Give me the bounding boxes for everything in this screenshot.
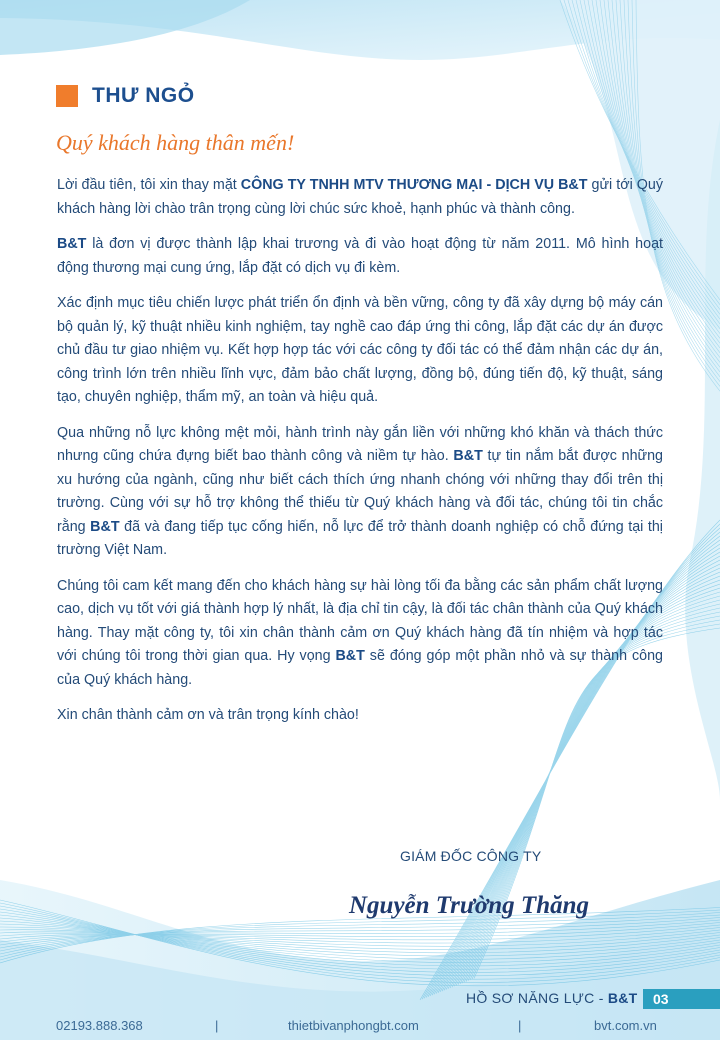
paragraph-closing: Xin chân thành cảm ơn và trân trọng kính chào! <box>57 707 359 723</box>
paragraph-about <box>57 233 663 280</box>
footer-separator: | <box>215 1018 219 1033</box>
paragraph-intro <box>57 174 663 221</box>
text-span: sẽ đóng góp một phần nhỏ và sự thành công của Quý khách hàng. <box>57 648 663 688</box>
paragraph-journey <box>57 422 663 563</box>
phone-number: 02193.888.368 <box>56 1018 143 1033</box>
page-title: THƯ NGỎ <box>92 84 195 107</box>
signature-title: GIÁM ĐỐC CÔNG TY <box>400 848 542 864</box>
website-link[interactable]: bvt.com.vn <box>594 1018 657 1033</box>
text-span: gửi tới Quý khách hàng lời chào trân trọng cùng lời chúc sức khoẻ, hạnh phúc và thành công. <box>57 177 664 217</box>
salutation: Quý khách hàng thân mến! <box>56 130 295 155</box>
page-footer <box>0 1018 720 1038</box>
brand-name: B&T <box>607 990 638 1006</box>
brand-name: B&T <box>335 648 365 664</box>
text-span: đã và đang tiếp tục cống hiến, nỗ lực để trở thành doanh nghiệp có chỗ đứng tại thị trường Việt Nam. <box>57 518 663 558</box>
signature-name: Nguyễn Trường Thăng <box>349 892 590 919</box>
text-span: Chúng tôi cam kết mang đến cho khách hàng sự hài lòng tối đa bằng các sản phẩm chất lượng cao, dịch vụ tốt với giá thành hợp lý nhất, là địa chỉ tin cậy, là đối tác chân thành của Quý khách hàng. Thay mặt công ty, tôi xin chân thành cảm ơn Quý khách hàng đã tín nhiệm và hợp tác với chúng tôi trong thời gian qua. Hy vọng <box>57 577 663 664</box>
text-span: Qua những nỗ lực không mệt mỏi, hành trình này gắn liền với những khó khăn và thách thức nhưng cũng chứa đựng biết bao thành công và niềm tự hào. <box>57 424 663 464</box>
section-heading <box>56 84 195 108</box>
text-span: là đơn vị được thành lập khai trương và đi vào hoạt động từ năm 2011. Mô hình hoạt động thương mại cung ứng, lắp đặt có dịch vụ đi kèm. <box>57 236 663 276</box>
footer-separator: | <box>518 1018 522 1033</box>
brand-name: B&T <box>453 448 483 464</box>
paragraph-commitment <box>57 575 663 693</box>
brand-name: B&T <box>90 518 120 535</box>
letter-body <box>57 174 663 740</box>
brand-name: B&T <box>57 236 87 252</box>
website-link[interactable]: thietbivanphongbt.com <box>288 1018 419 1033</box>
text-span: HỒ SƠ NĂNG LỰC - <box>466 990 608 1006</box>
orange-square-icon <box>56 85 78 107</box>
paragraph-strategy: Xác định mục tiêu chiến lược phát triển ổn định và bền vững, công ty đã xây dựng bộ máy cán bộ quản lý, kỹ thuật nhiều kinh nghiệm, tay nghề cao đáp ứng thi công, lắp đặt các dự án được chủ đầu tư giao nhiệm vụ. Kết hợp hợp tác với các công ty đối tác có thể đảm nhận các dự án, công trình lớn trên nhiều lĩnh vực, đảm bảo chất lượng, đồng bộ, đúng tiến độ, kỹ thuật, sáng tạo, chuyên nghiệp, thẩm mỹ, an toàn và hiệu quả. <box>57 295 663 405</box>
company-name: CÔNG TY TNHH MTV THƯƠNG MẠI - DỊCH VỤ B&T <box>240 177 588 193</box>
profile-label <box>466 990 638 1006</box>
page-number-badge: 03 <box>643 989 720 1009</box>
text-span: Lời đầu tiên, tôi xin thay mặt <box>57 177 241 193</box>
text-span: tự tin nắm bắt được những xu hướng của ngành, cũng như biết cách thích ứng nhanh chóng với những thay đổi trên thị trường. Cùng với sự hỗ trợ không thể thiếu từ Quý khách hàng và đối tác, chúng tôi tin chắc rằng <box>57 448 663 535</box>
